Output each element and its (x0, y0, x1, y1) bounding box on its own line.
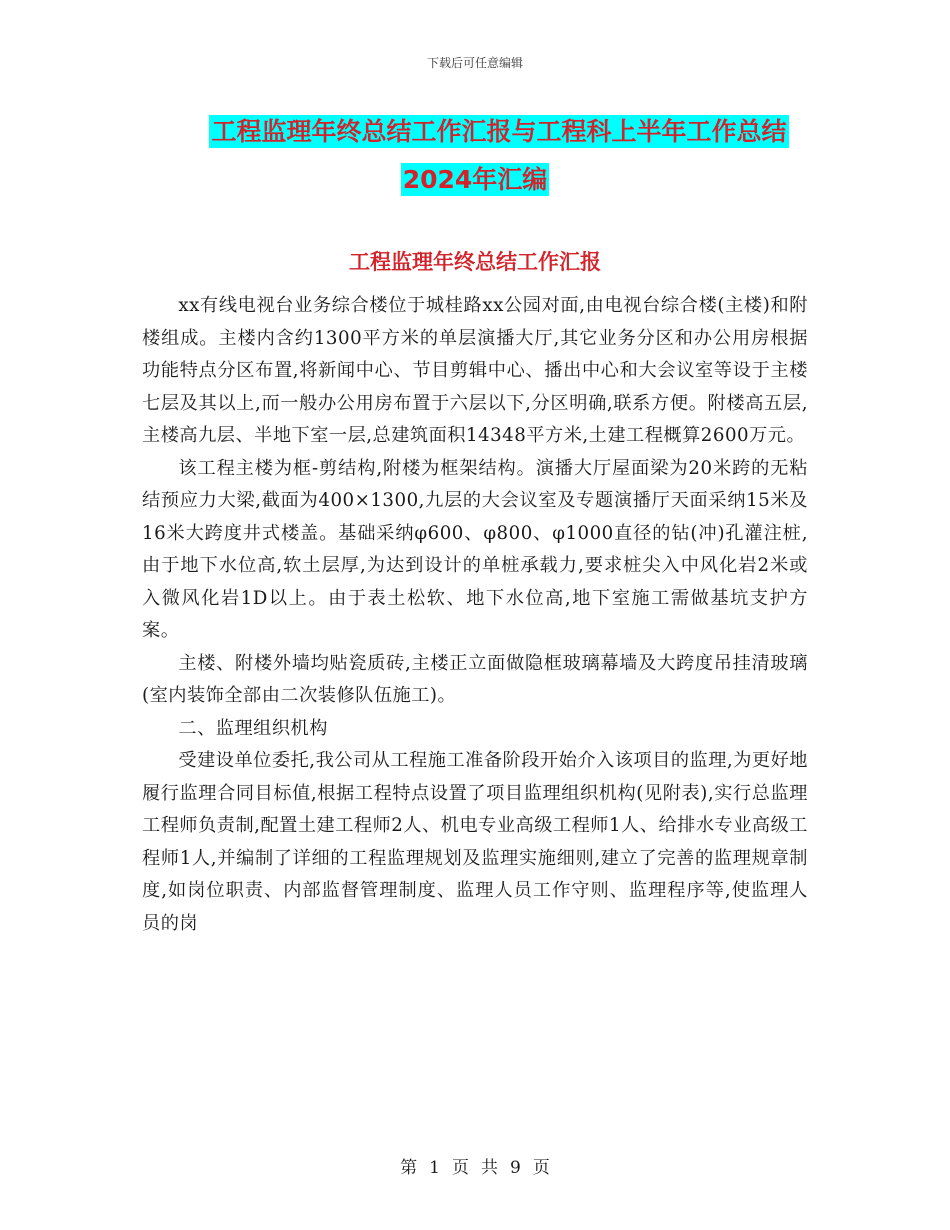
page-footer (0, 1153, 950, 1178)
body-text (142, 290, 808, 940)
title-line-1: 工程监理年终总结工作汇报与工程科上半年工作总结 (211, 117, 787, 146)
paragraph: 二、监理组织机构 (178, 717, 328, 739)
total-unit: 页 (532, 1158, 550, 1178)
page-unit: 页 (452, 1158, 469, 1178)
total-pages: 9 (510, 1158, 521, 1178)
document-title (0, 108, 950, 204)
total-label: 共 (481, 1158, 498, 1178)
title-line-2: 2024年汇编 (402, 165, 548, 194)
section-title: 工程监理年终总结工作汇报 (349, 250, 601, 274)
page-label: 第 (400, 1158, 418, 1178)
page-number: 1 (429, 1158, 440, 1178)
header-note: 下载后可任意编辑 (426, 56, 523, 70)
paragraph: 受建设单位委托,我公司从工程施工准备阶段开始介入该项目的监理,为更好地履行监理合同目标值,根据工程特点设置了项目监理组织机构(见附表),实行总监理工程师负责制,配置土建工程师2人、机电专业高级工程师1人、给排水专业高级工程师1人,并编制了详细的工程监理规划及监理实施细则,建立了完善的监理规章制度,如岗位职责、内部监督管理制度、监理人员工作守则、监理程序等,使监理人员的岗 (142, 750, 808, 934)
paragraph: 该工程主楼为框-剪结构,附楼为框架结构。演播大厅屋面梁为20米跨的无粘结预应力大梁,截面为400×1300,九层的大会议室及专题演播厅天面采纳15米及16米大跨度井式楼盖。基础采纳φ600、φ800、φ1000直径的钻(冲)孔灌注桩,由于地下水位高,软土层厚,为达到设计的单桩承载力,要求桩尖入中风化岩2米或入微风化岩1D以上。由于表土松软、地下水位高,地下室施工需做基坑支护方案。 (142, 457, 808, 641)
paragraph: xx有线电视台业务综合楼位于城桂路xx公园对面,由电视台综合楼(主楼)和附楼组成。主楼内含约1300平方米的单层演播大厅,其它业务分区和办公用房根据功能特点分区布置,将新闻中心、节目剪辑中心、播出中心和大会议室等设于主楼七层及其以上,而一般办公用房布置于六层以下,分区明确,联系方便。附楼高五层,主楼高九层、半地下室一层,总建筑面积14348平方米,土建工程概算2600万元。 (142, 295, 808, 446)
paragraph: 主楼、附楼外墙均贴瓷质砖,主楼正立面做隐框玻璃幕墙及大跨度吊挂清玻璃(室内装饰全部由二次装修队伍施工)。 (142, 652, 808, 706)
